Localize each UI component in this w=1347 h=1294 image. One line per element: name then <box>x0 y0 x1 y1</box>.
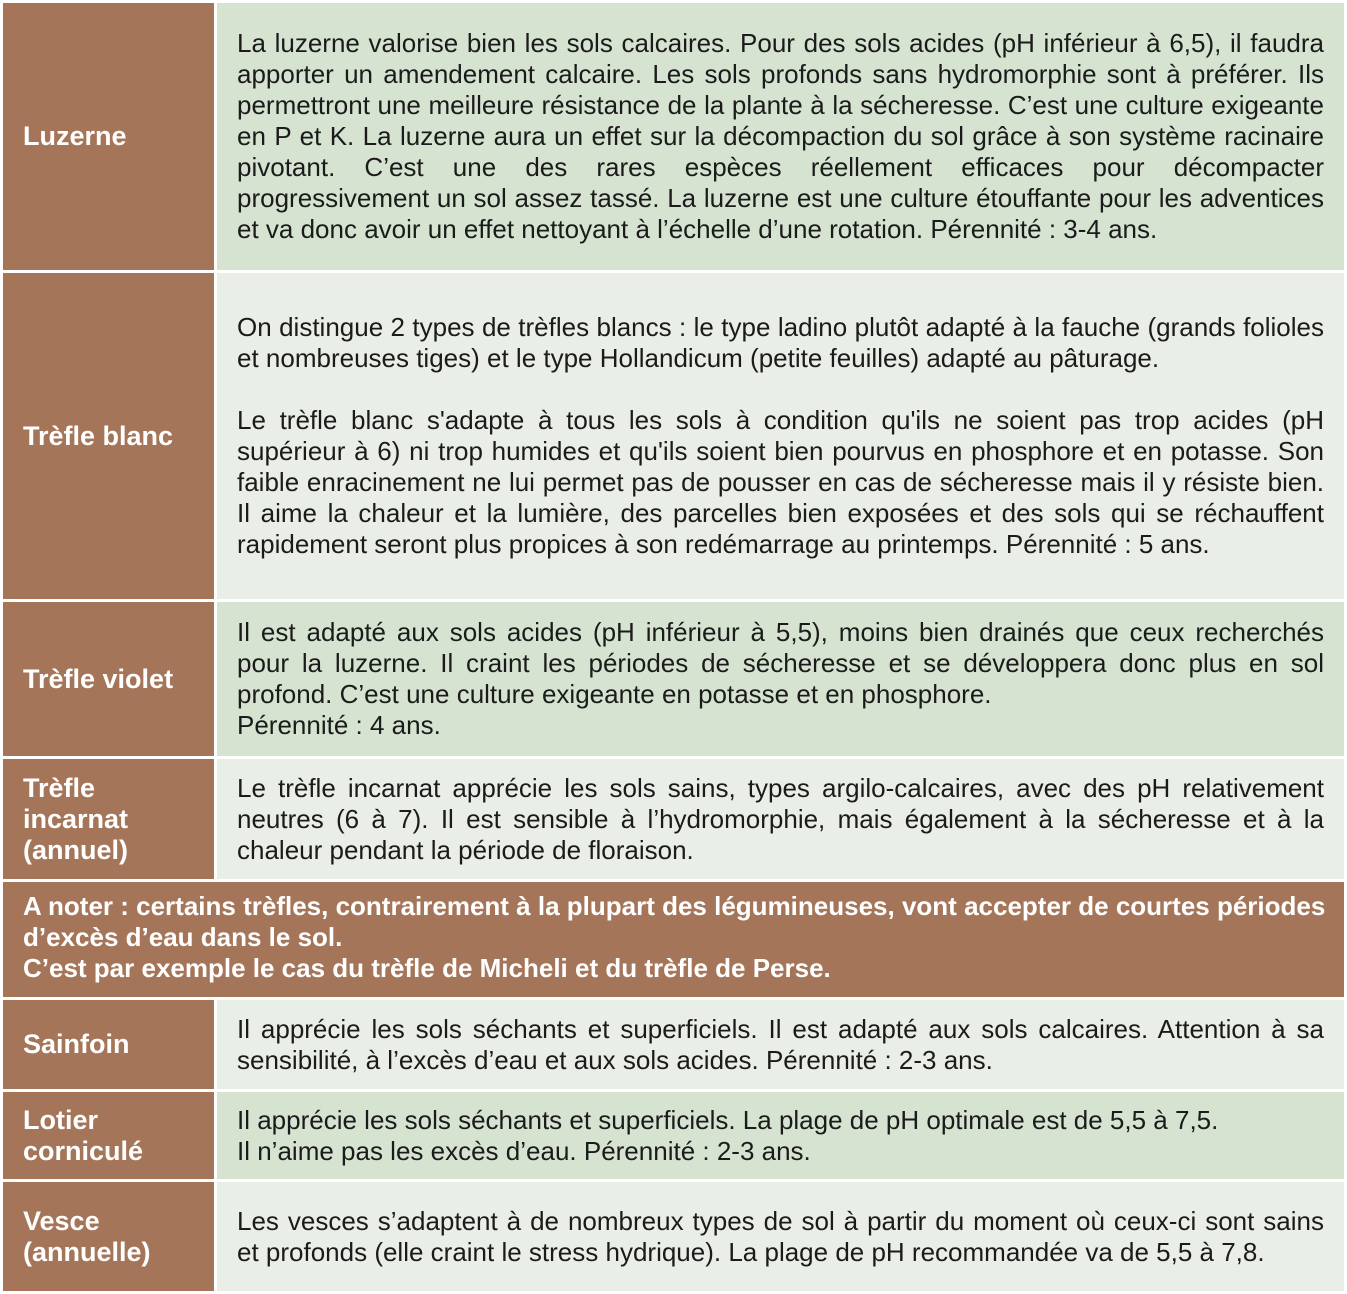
species-name: Trèfle violet <box>23 663 174 694</box>
note-cell <box>2 881 1346 999</box>
species-name: Trèfle incarnat (annuel) <box>23 772 129 865</box>
row-luzerne <box>2 2 1346 272</box>
species-description: Il est adapté aux sols acides (pH inférieur à 5,5), moins bien drainés que ceux recherchés pour la luzerne. Il craint les périodes de sécheresse et se développera donc plus en sol profond. C’est une culture exigeante en potasse et en phosphore. <box>237 617 1324 709</box>
species-description-perennity: Pérennité : 4 ans. <box>237 710 441 740</box>
species-description-cell <box>216 1091 1346 1181</box>
note-line-1: A noter : certains trèfles, contrairement à la plupart des légumineuses, vont accepter de courtes périodes d’excès d’eau dans le sol. <box>23 891 1326 952</box>
species-description-cell <box>216 758 1346 881</box>
species-description: Les vesces s’adaptent à de nombreux types de sol à partir du moment où ceux-ci sont sains et profonds (elle craint le stress hydrique). La plage de pH recommandée va de 5,5 à 7,8. <box>237 1205 1324 1267</box>
species-description-line-2: Il n’aime pas les excès d’eau. Pérennité : 2-3 ans. <box>237 1135 811 1166</box>
species-description-para-2: Le trèfle blanc s'adapte à tous les sols à condition qu'ils ne soient pas trop acides (pH supérieur à 6) ni trop humides et qu'ils soient bien pourvus en phosphore et en potasse. Son faible enracinement ne lui permet pas de pousser en cas de sécheresse mais il y résiste bien. Il aime la chaleur et la lumière, des parcelles bien exposées et des sols qui se réchauffent rapidement seront plus propices à son redémarrage au printemps. Pérennité : 5 ans. <box>237 405 1324 559</box>
row-trefle-violet <box>2 601 1346 758</box>
species-description-cell <box>216 2 1346 272</box>
species-name-cell <box>2 999 216 1091</box>
species-name: Sainfoin <box>23 1029 130 1059</box>
species-description-cell <box>216 1181 1346 1293</box>
species-description: Le trèfle incarnat apprécie les sols sains, types argilo-calcaires, avec des pH relativement neutres (6 à 7). Il est sensible à l’hydromorphie, mais également à la sécheresse et à la chaleur pendant la période de floraison. <box>237 772 1324 865</box>
row-vesce <box>2 1181 1346 1293</box>
species-description: Il apprécie les sols séchants et superficiels. La plage de pH optimale est de 5,5 à 7,5. <box>237 1104 1219 1135</box>
species-name: Trèfle blanc <box>23 420 174 451</box>
species-description-cell <box>216 601 1346 758</box>
row-trefle-blanc <box>2 272 1346 601</box>
species-name-cell <box>2 758 216 881</box>
species-name-cell <box>2 272 216 601</box>
species-name: Luzerne <box>23 121 127 151</box>
species-name-cell <box>2 1091 216 1181</box>
species-description-cell <box>216 272 1346 601</box>
row-trefle-incarnat <box>2 758 1346 881</box>
species-name: Lotier corniculé <box>23 1104 144 1166</box>
species-name: Vesce (annuelle) <box>23 1205 151 1267</box>
species-description: La luzerne valorise bien les sols calcaires. Pour des sols acides (pH inférieur à 6,5), il faudra apporter un amendement calcaire. Les sols profonds sans hydromorphie sont à préférer. Ils permettront une meilleure résistance de la plante à la sécheresse. C’est une culture exigeante en P et K. La luzerne aura un effet sur la décompaction du sol grâce à son système racinaire pivotant. C’est une des rares espèces réellement efficaces pour décompacter progressivement un sol assez tassé. La luzerne est une culture étouffante pour les adventices et va donc avoir un effet nettoyant à l’échelle d’une rotation. Pérennité : 3-4 ans. <box>237 28 1324 244</box>
species-description: Il apprécie les sols séchants et superficiels. Il est adapté aux sols calcaires. Attention à sa sensibilité, à l’excès d’eau et aux sols acides. Pérennité : 2-3 ans. <box>237 1013 1324 1075</box>
row-note <box>2 881 1346 999</box>
species-name-cell <box>2 2 216 272</box>
row-sainfoin <box>2 999 1346 1091</box>
note-line-2: C’est par exemple le cas du trèfle de Micheli et du trèfle de Perse. <box>23 953 831 983</box>
species-name-cell <box>2 1181 216 1293</box>
row-lotier <box>2 1091 1346 1181</box>
species-description-cell <box>216 999 1346 1091</box>
species-description-para-1: On distingue 2 types de trèfles blancs : le type ladino plutôt adapté à la fauche (grands folioles et nombreuses tiges) et le type Hollandicum (petite feuilles) adapté au pâturage. <box>237 312 1324 373</box>
species-name-cell <box>2 601 216 758</box>
